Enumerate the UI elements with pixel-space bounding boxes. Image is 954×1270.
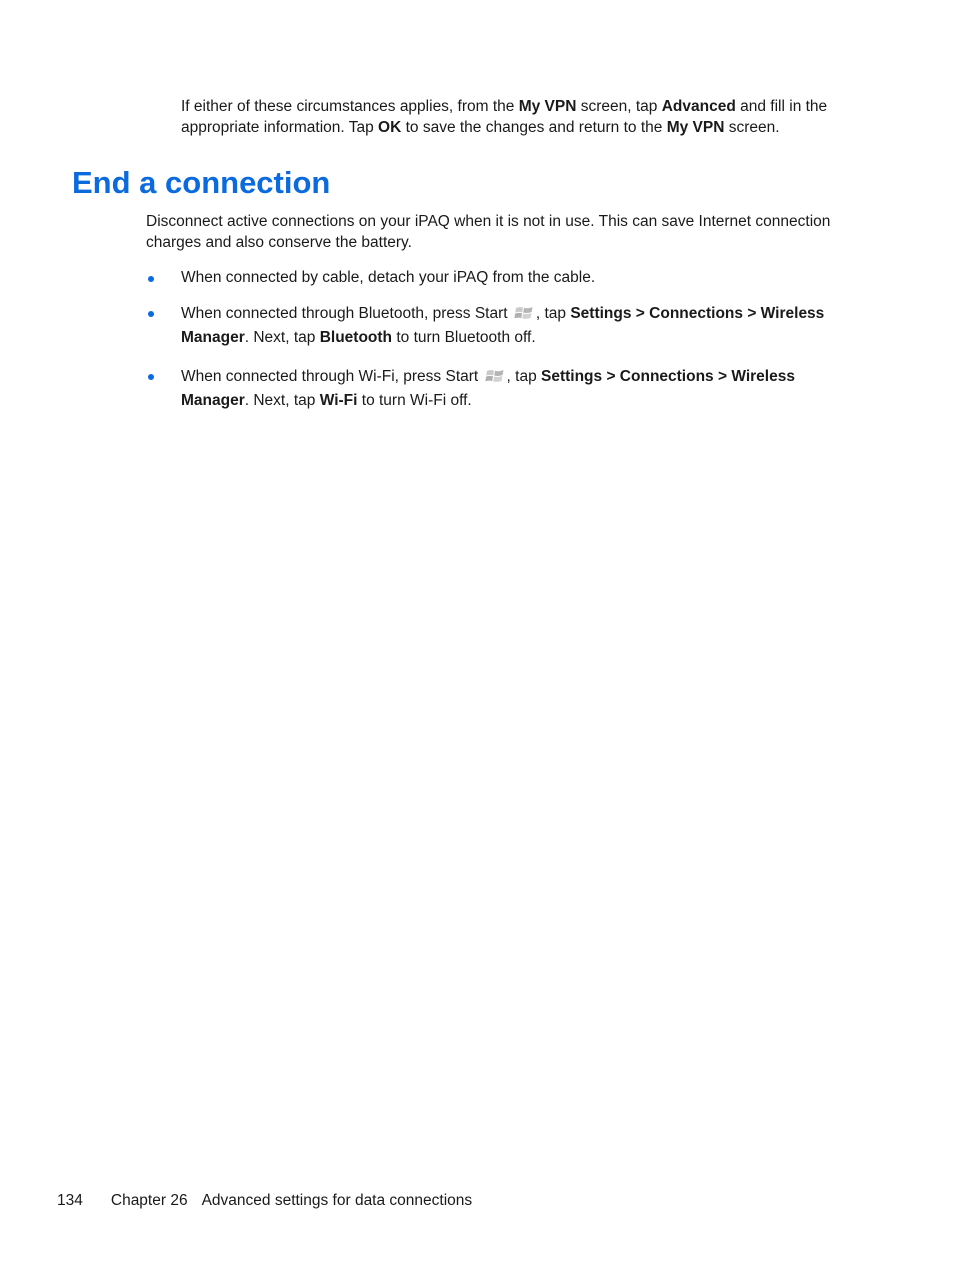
bullet-text: , tap (506, 368, 541, 385)
section-heading: End a connection (72, 165, 331, 200)
page-number: 134 (57, 1192, 83, 1209)
menu-path: Settings > Connections > Wireless Manager (181, 368, 795, 409)
bullet-item-bluetooth (146, 302, 866, 350)
menu-path: Settings > Connections > Wireless Manager (181, 305, 825, 346)
intro-text: screen. (724, 119, 780, 136)
footer-chapter: Chapter 26 (110, 1192, 188, 1209)
bullet-text: When connected through Bluetooth, press Start (181, 305, 512, 322)
intro-text: If either of these circumstances applies, from the (181, 98, 519, 115)
intro-text: screen, tap (576, 98, 662, 115)
intro-text: and fill in the appropriate information. Tap (181, 98, 828, 136)
bullet-dot-icon (148, 374, 154, 380)
wifi-label: Wi-Fi (319, 392, 358, 409)
bullet-list (146, 267, 866, 413)
intro-advanced: Advanced (661, 98, 736, 115)
bullet-dot-icon (148, 311, 154, 317)
bullet-text: When connected by cable, detach your iPAQ from the cable. (181, 269, 596, 286)
intro-my-vpn: My VPN (518, 98, 577, 115)
page-footer (57, 1190, 472, 1211)
intro-paragraph (181, 96, 871, 138)
bullet-text: . Next, tap (244, 329, 320, 346)
bullet-dot-icon (148, 276, 154, 282)
intro-my-vpn-2: My VPN (666, 119, 725, 136)
section-paragraph: Disconnect active connections on your iPAQ when it is not in use. This can save Internet connection charges and also conserve the battery. (146, 213, 831, 251)
bullet-text: to turn Bluetooth off. (392, 329, 536, 346)
bullet-text: When connected through Wi-Fi, press Start (181, 368, 483, 385)
bullet-text: to turn Wi-Fi off. (357, 392, 472, 409)
intro-text: to save the changes and return to the (401, 119, 667, 136)
bullet-item-cable (146, 267, 866, 288)
bluetooth-label: Bluetooth (319, 329, 393, 346)
bullet-text: , tap (535, 305, 571, 322)
windows-start-icon (514, 304, 534, 322)
intro-ok: OK (378, 119, 402, 136)
bullet-text: . Next, tap (244, 392, 320, 409)
windows-start-icon (485, 367, 505, 385)
footer-title: Advanced settings for data connections (201, 1192, 473, 1209)
bullet-item-wifi (146, 365, 866, 413)
